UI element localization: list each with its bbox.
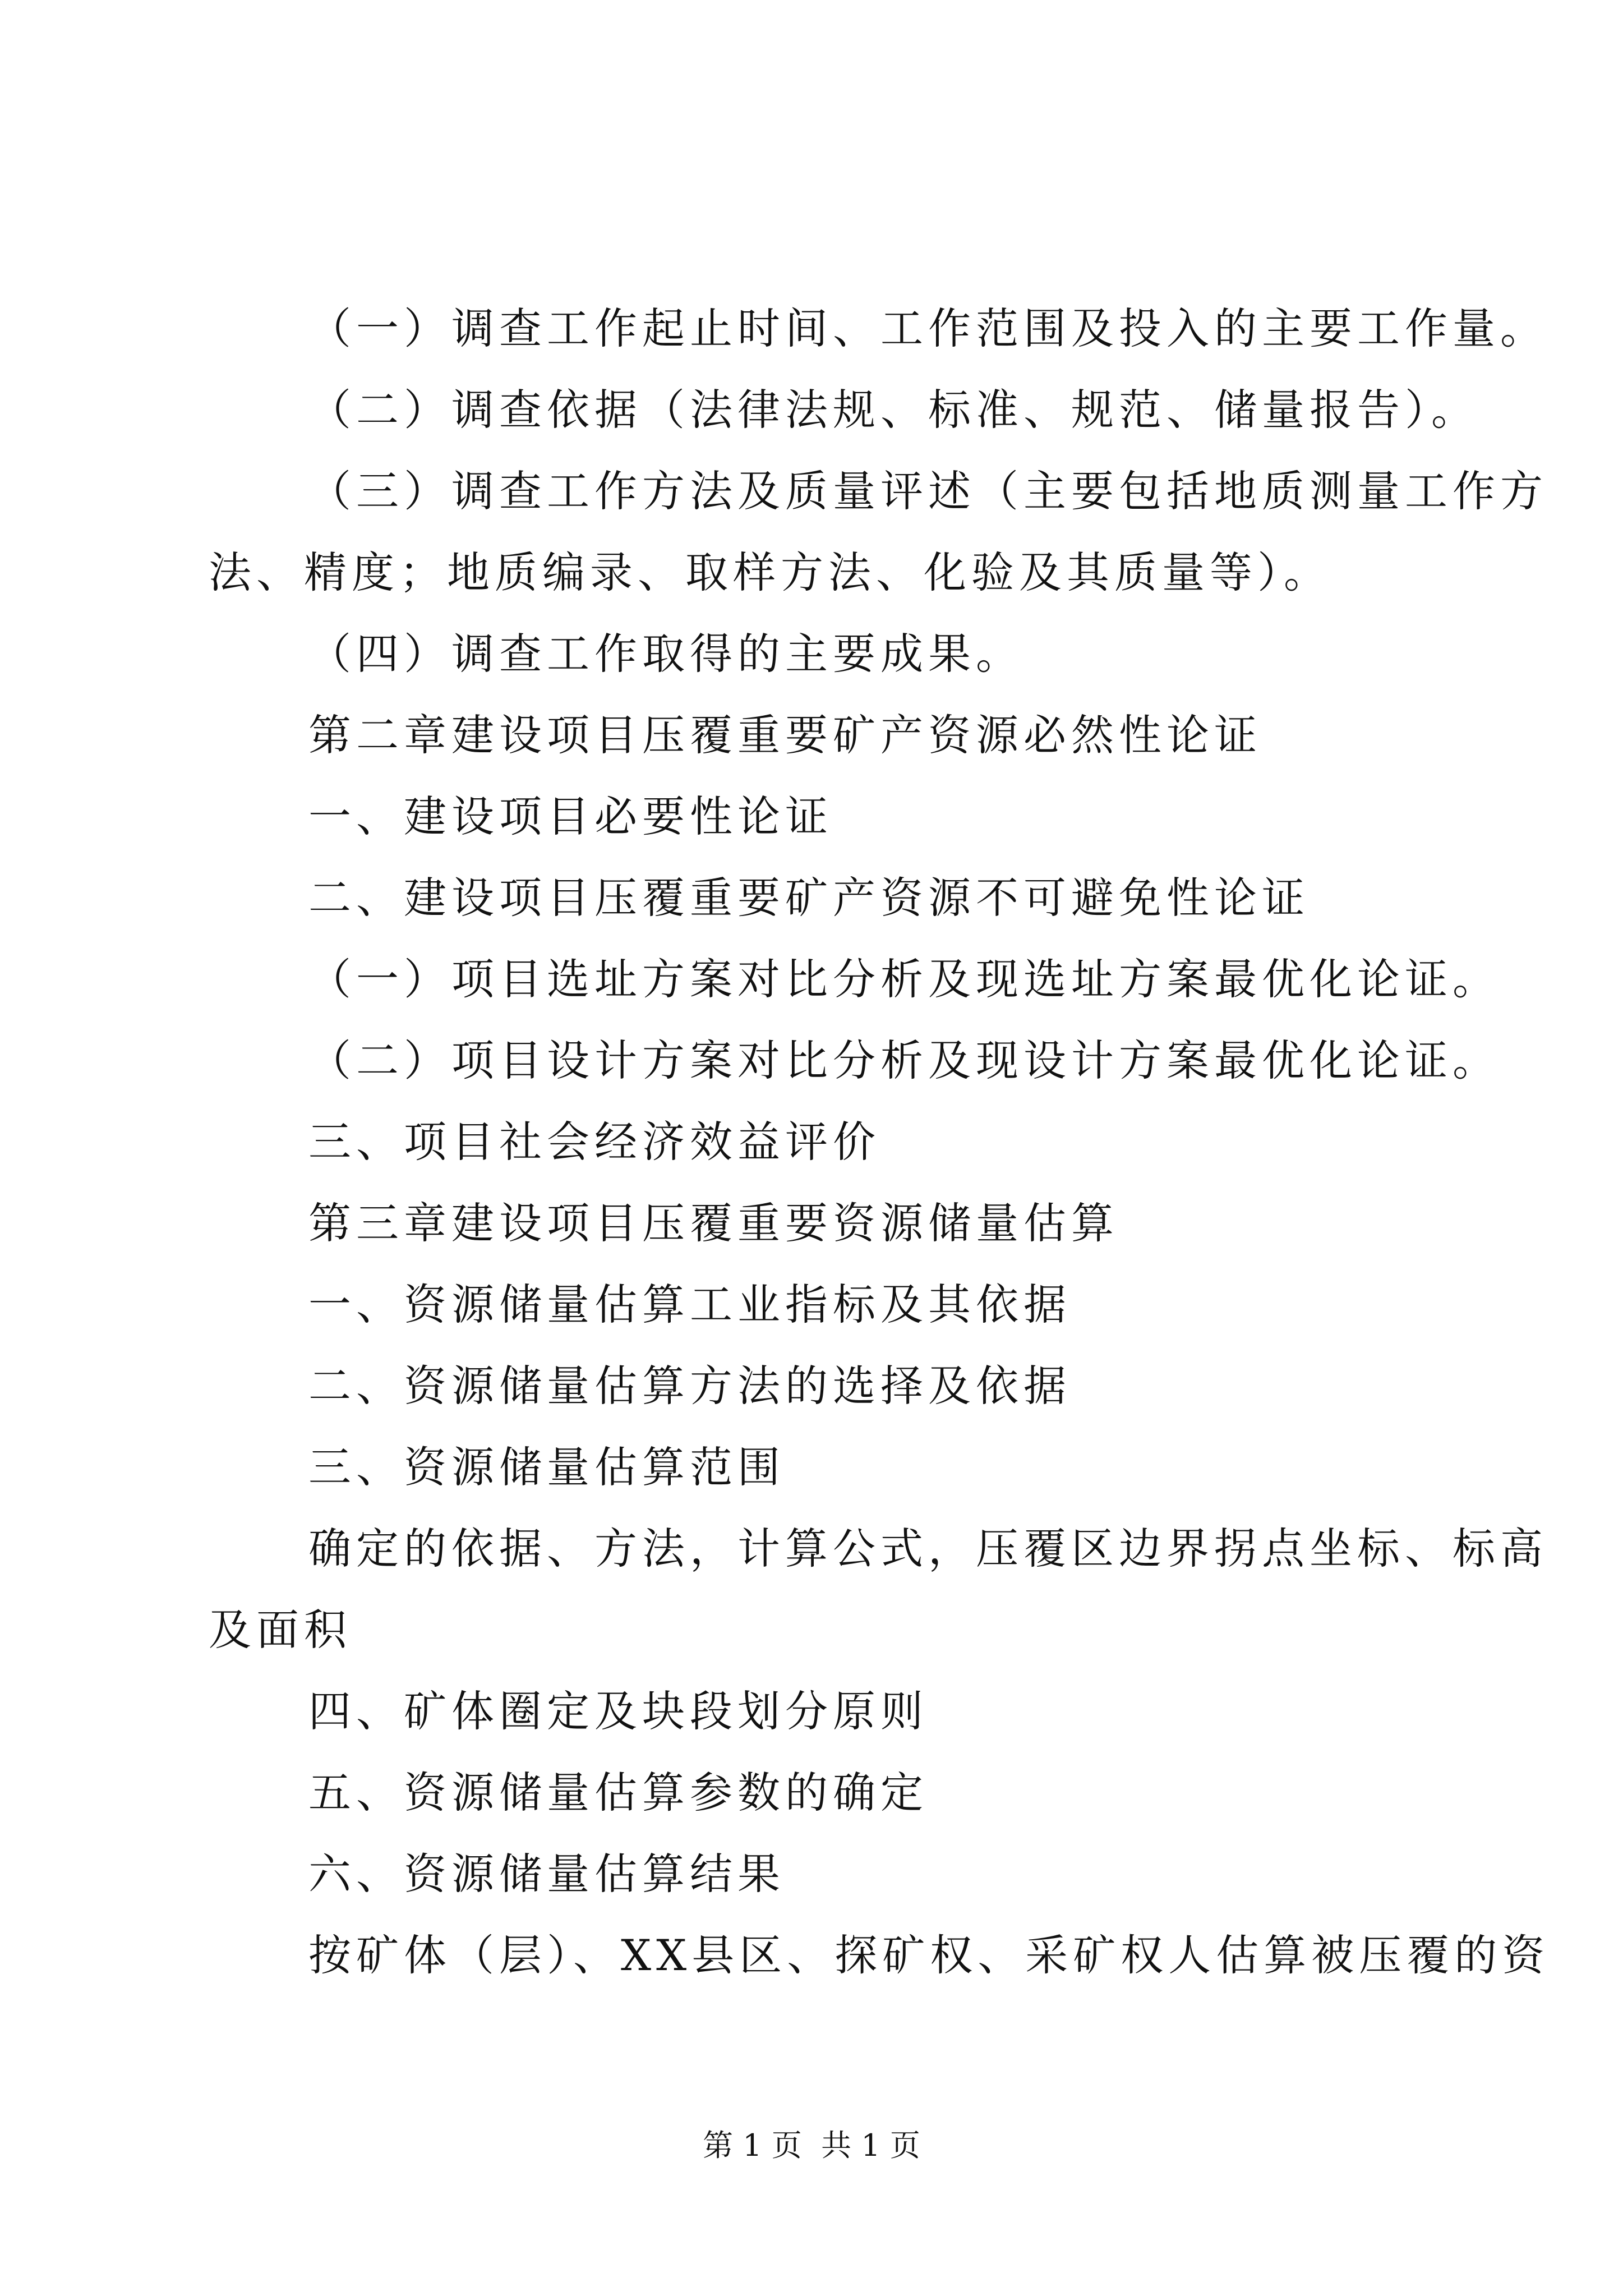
paragraph-line: （一）调查工作起止时间、工作范围及投入的主要工作量。 [308, 303, 1548, 353]
paragraph-line: 按矿体（层）、XX县区、探矿权、采矿权人估算被压覆的资 [308, 1930, 1550, 1980]
section-heading: 四、矿体圈定及块段划分原则 [308, 1686, 928, 1736]
paragraph-line: （三）调查工作方法及质量评述（主要包括地质测量工作方 [308, 466, 1548, 516]
section-heading: 六、资源储量估算结果 [308, 1849, 785, 1899]
section-heading: 五、资源储量估算参数的确定 [308, 1768, 928, 1818]
section-heading: 一、资源储量估算工业指标及其依据 [308, 1280, 1071, 1329]
paragraph-line: （二）项目设计方案对比分析及现设计方案最优化论证。 [308, 1036, 1500, 1085]
section-heading: 二、建设项目压覆重要矿产资源不可避免性论证 [308, 873, 1310, 923]
section-heading: 三、项目社会经济效益评价 [308, 1117, 880, 1167]
chapter-heading: 第二章建设项目压覆重要矿产资源必然性论证 [308, 710, 1262, 760]
paragraph-line: （一）项目选址方案对比分析及现选址方案最优化论证。 [308, 954, 1500, 1004]
paragraph-line: （四）调查工作取得的主要成果。 [308, 629, 1023, 679]
section-heading: 一、建设项目必要性论证 [308, 792, 833, 841]
paragraph-line: （二）调查依据（法律法规、标准、规范、储量报告）。 [308, 385, 1479, 435]
section-heading: 二、资源储量估算方法的选择及依据 [308, 1361, 1071, 1411]
paragraph-line: 法、精度；地质编录、取样方法、化验及其质量等）。 [209, 547, 1331, 597]
paragraph-line: 及面积 [209, 1605, 352, 1655]
section-heading: 三、资源储量估算范围 [308, 1442, 785, 1492]
paragraph-line: 确定的依据、方法，计算公式，压覆区边界拐点坐标、标高 [308, 1524, 1548, 1573]
page-footer: 第 1 页 共 1 页 [703, 2128, 920, 2163]
chapter-heading: 第三章建设项目压覆重要资源储量估算 [308, 1198, 1119, 1248]
